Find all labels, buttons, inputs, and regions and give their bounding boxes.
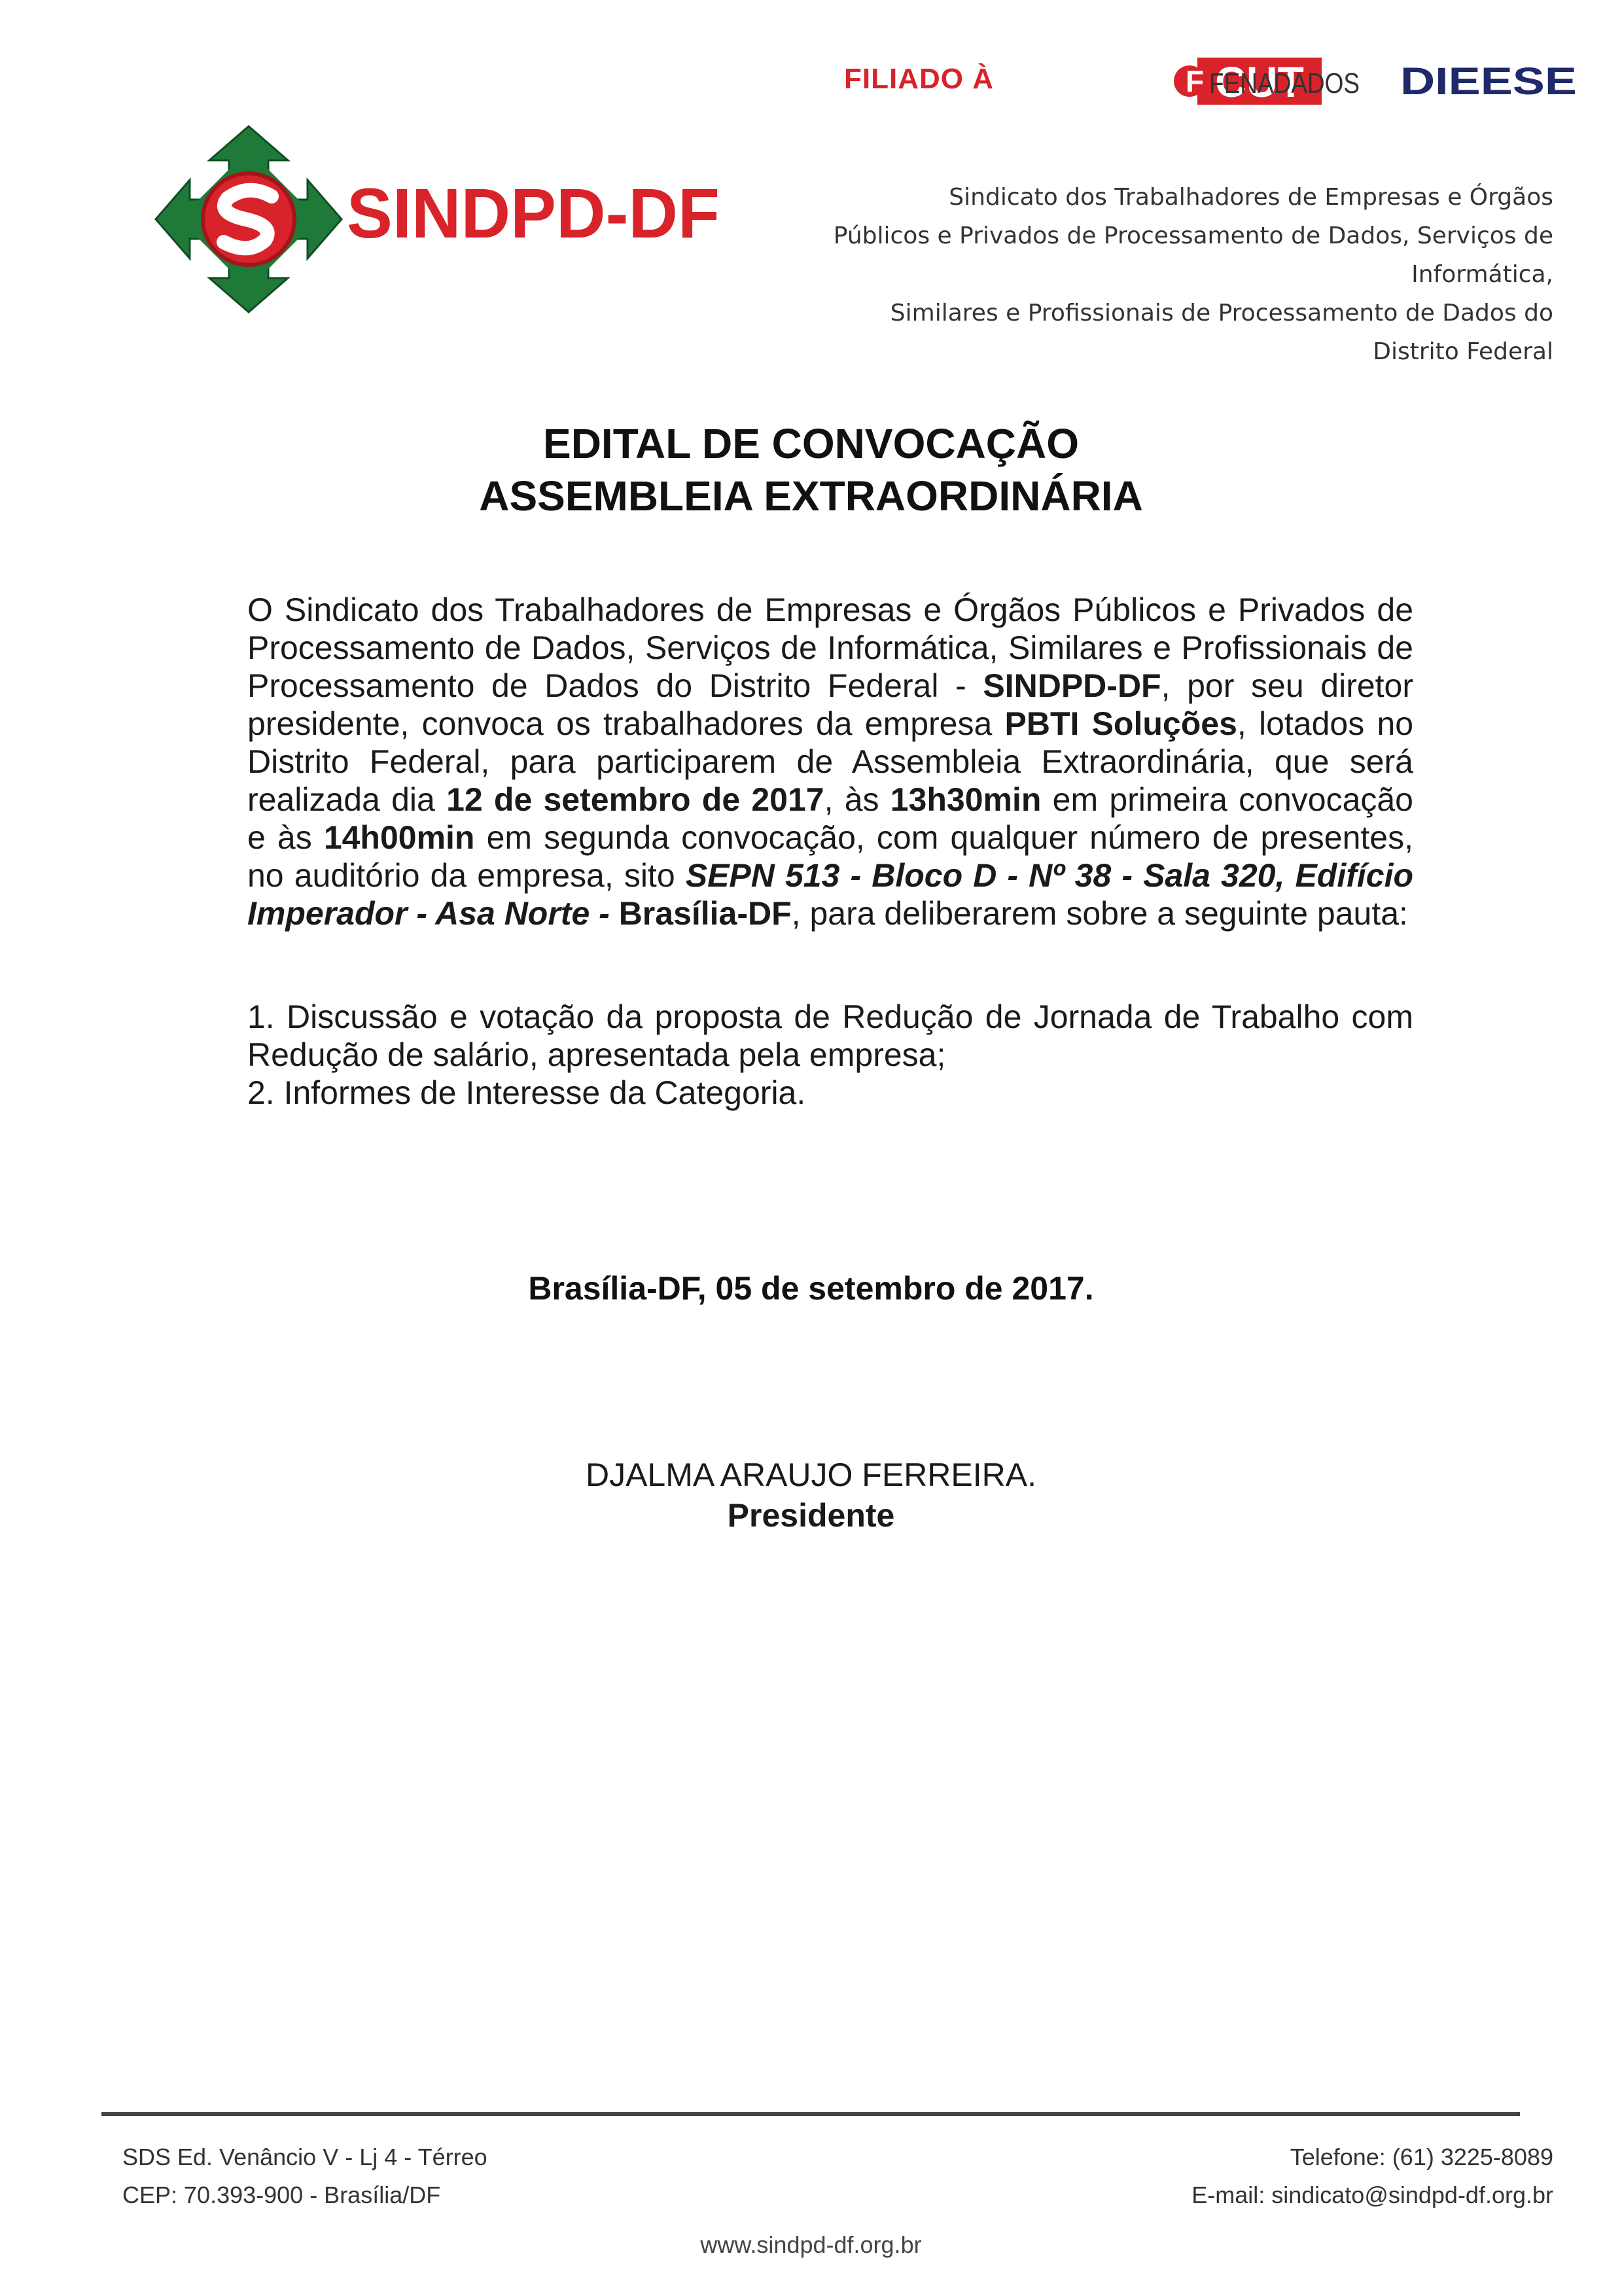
body-text: , às — [824, 781, 890, 818]
body-text: em primeira convocação e às — [247, 781, 1413, 856]
agenda-item: 2. Informes de Interesse da Categoria. — [247, 1074, 806, 1111]
footer-phone: Telefone: (61) 3225-8089 — [1290, 2144, 1553, 2170]
title-line-1: EDITAL DE CONVOCAÇÃO — [543, 420, 1079, 467]
footer-website: www.sindpd-df.org.br — [700, 2231, 922, 2258]
body-text: O Sindicato dos Trabalhadores de Empresas e Órgãos Públicos e Privados de Processamento de Dados, Serviços de Informática, Similares e Profissionais de Processamento de Dados do Distrito Federal - — [247, 592, 1413, 704]
logo-text: SINDPD-DF — [347, 173, 720, 253]
agenda-item: 1. Discussão e votação da proposta de Redução de Jornada de Trabalho com Redução de salário, apresentada pela empresa; — [247, 998, 1413, 1073]
agenda-list — [247, 998, 1413, 1112]
title-line-2: ASSEMBLEIA EXTRAORDINÁRIA — [479, 472, 1143, 520]
org-name: SINDPD-DF — [983, 667, 1161, 704]
first-call-time: 13h30min — [890, 781, 1042, 818]
signatory-role: Presidente — [727, 1497, 895, 1534]
affiliation-strip — [844, 55, 1577, 107]
second-call-time: 14h00min — [323, 819, 475, 856]
sindpd-df-logo — [150, 121, 739, 317]
footer-address-block — [122, 2138, 487, 2214]
body-text: , lotados no Distrito Federal, para participarem de Assembleia Extraordinária, que será realizada dia — [247, 705, 1413, 818]
union-name-line: Públicos e Privados de Processamento de Dados, Serviços de Informática, — [833, 222, 1553, 288]
date-line: Brasília-DF, 05 de setembro de 2017. — [528, 1270, 1094, 1307]
affiliation-label: FILIADO À — [844, 63, 994, 95]
union-name-line: Sindicato dos Trabalhadores de Empresas e Órgãos — [949, 184, 1553, 211]
dieese-logo — [1400, 55, 1583, 107]
body-text: em segunda convocação, com qualquer número de presentes, no auditório da empresa, sito — [247, 819, 1413, 894]
signatory — [0, 1455, 1622, 1536]
convocation-paragraph — [247, 591, 1413, 932]
cut-logo-text: CUT — [1215, 58, 1304, 106]
footer-address: SDS Ed. Venâncio V - Lj 4 - Térreo — [122, 2144, 487, 2170]
svg-text:F: F — [1186, 64, 1205, 98]
footer-divider — [101, 2112, 1520, 2116]
union-name-line: Similares e Profissionais de Processamento de Dados do Distrito Federal — [890, 300, 1553, 365]
document-title — [0, 417, 1622, 522]
company-name: PBTI Soluções — [1004, 705, 1237, 742]
footer-contact-block — [1191, 2138, 1553, 2214]
meeting-city: Brasília-DF — [618, 895, 792, 932]
fenadados-logo — [1171, 55, 1367, 107]
meeting-address: SEPN 513 - Bloco D - Nº 38 - Sala 320, Edifício Imperador - Asa Norte - — [247, 857, 1414, 932]
dieese-logo-text: DIEESE — [1400, 60, 1577, 103]
union-full-name — [820, 178, 1553, 371]
assembly-date: 12 de setembro de 2017 — [446, 781, 824, 818]
footer-cep: CEP: 70.393-900 - Brasília/DF — [122, 2181, 441, 2208]
fenadados-logo-text: FENADADOS — [1209, 67, 1360, 99]
body-text: , por seu diretor presidente, convoca os trabalhadores da empresa — [247, 667, 1414, 742]
signatory-name: DJALMA ARAUJO FERREIRA. — [585, 1457, 1037, 1493]
footer-email: E-mail: sindicato@sindpd-df.org.br — [1191, 2181, 1553, 2208]
body-text: , para deliberarem sobre a seguinte pauta: — [791, 895, 1408, 932]
